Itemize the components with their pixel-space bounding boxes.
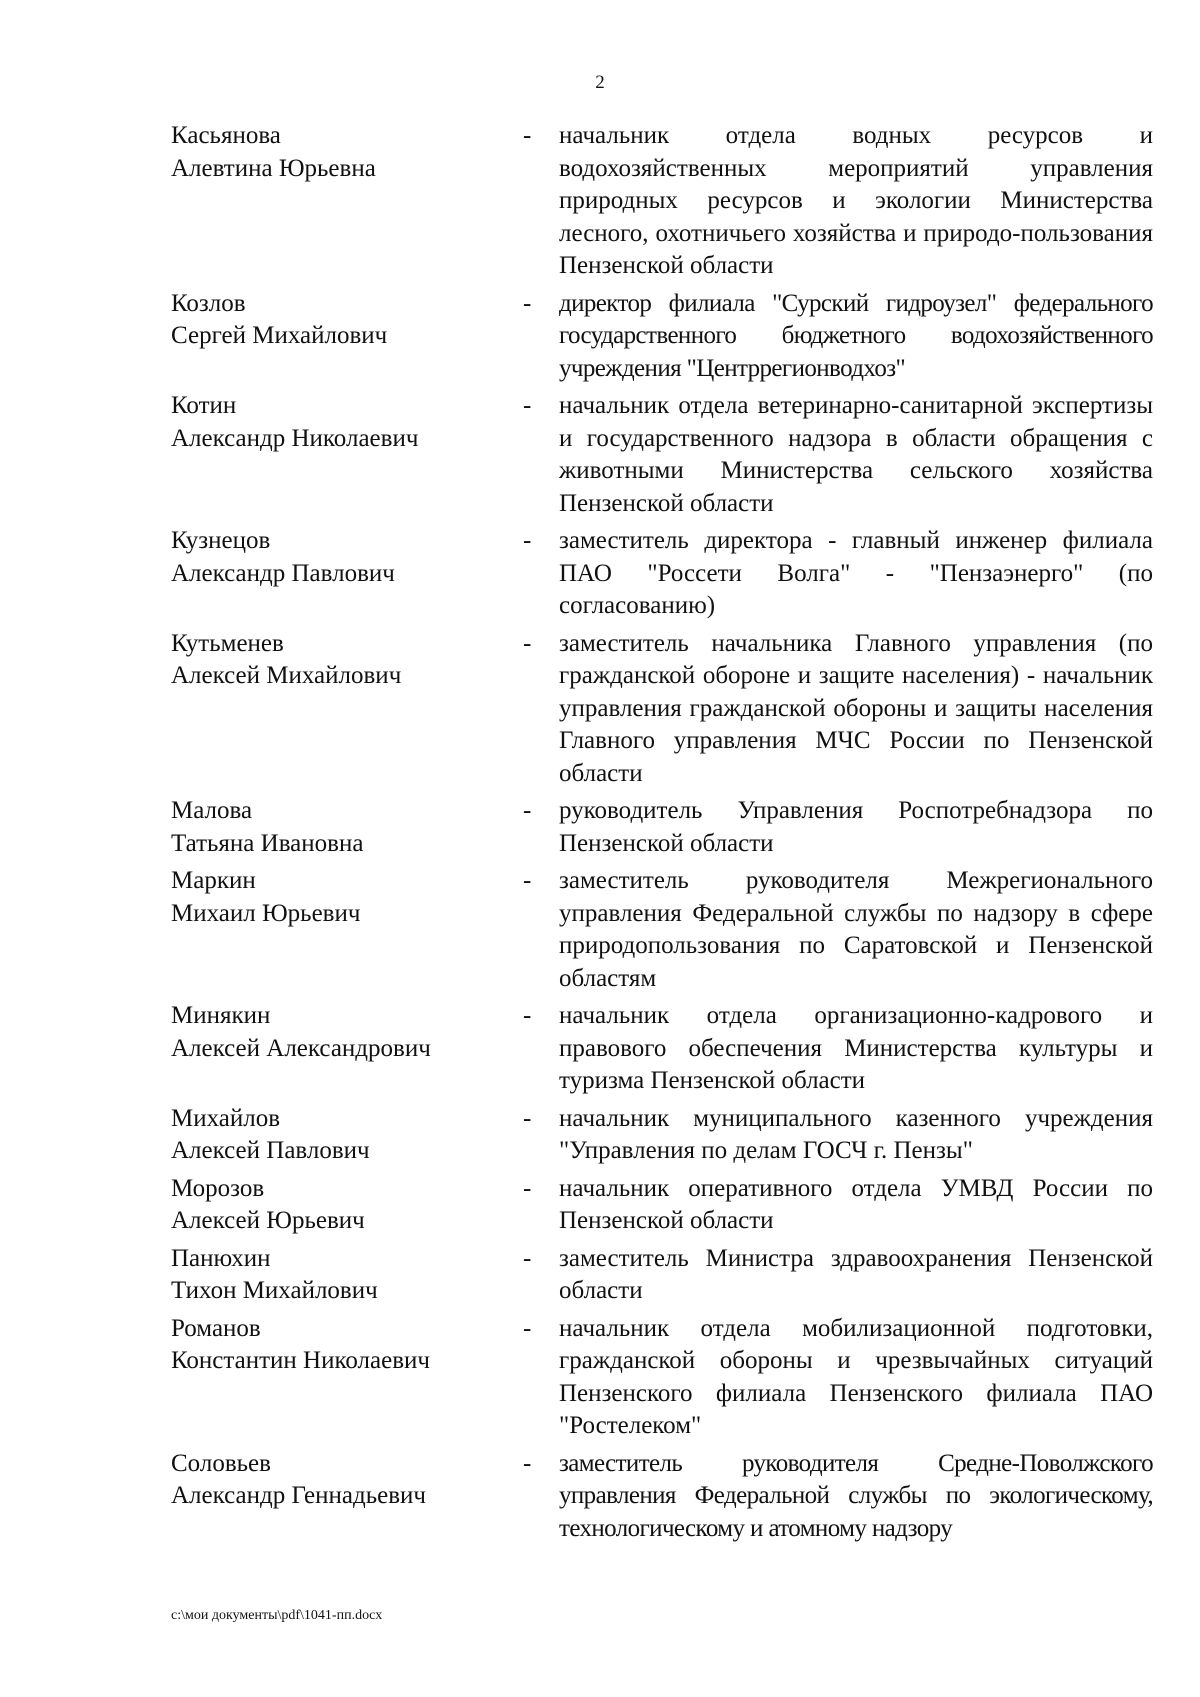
list-item xyxy=(171,865,1154,995)
list-item xyxy=(171,1000,1154,1098)
member-surname: Романов xyxy=(171,1314,261,1342)
member-name xyxy=(171,525,523,590)
member-name xyxy=(171,1243,523,1308)
dash-separator: - xyxy=(523,392,532,419)
member-given-name: Алексей Михайлович xyxy=(171,662,402,689)
member-surname: Морозов xyxy=(171,1174,265,1202)
dash-separator: - xyxy=(523,797,532,824)
member-surname: Минякин xyxy=(171,1002,271,1029)
member-position: заместитель Министра здравоохранения Пензенской области xyxy=(559,1244,1153,1304)
member-given-name: Тихон Михайлович xyxy=(171,1277,378,1304)
member-name xyxy=(171,1448,523,1513)
dash-separator: - xyxy=(523,1104,532,1132)
list-item xyxy=(171,525,1154,623)
member-given-name: Михаил Юрьевич xyxy=(171,899,361,927)
member-given-name: Алексей Юрьевич xyxy=(171,1207,365,1234)
member-name xyxy=(171,1313,523,1378)
member-name xyxy=(171,1000,523,1065)
member-position: директор филиала "Сурский гидроузел" федерального государственного бюджетного водохозяйственного учреждения "Центррегионводхоз" xyxy=(559,289,1153,382)
member-name xyxy=(171,390,523,455)
list-item xyxy=(171,795,1154,860)
footer-file-path: c:\мои документы\pdf\1041-пп.docx xyxy=(171,1608,383,1623)
member-surname: Панюхин xyxy=(171,1244,271,1272)
member-given-name: Алексей Александрович xyxy=(171,1034,431,1062)
member-position: начальник отдела ветеринарно-санитарной экспертизы и государственного надзора в области обращения с животными Министерства сельского хозяйства Пензенской области xyxy=(559,392,1153,517)
member-surname: Кузнецов xyxy=(171,527,271,554)
dash-separator: - xyxy=(523,1002,532,1029)
member-surname: Козлов xyxy=(171,289,246,317)
member-given-name: Татьяна Ивановна xyxy=(171,829,364,857)
member-position: начальник отдела организационно-кадрового и правового обеспечения Министерства культуры и туризма Пензенской области xyxy=(559,1002,1153,1094)
list-item xyxy=(171,1448,1154,1546)
member-given-name: Сергей Михайлович xyxy=(171,322,388,349)
dash-separator: - xyxy=(523,867,532,894)
dash-separator: - xyxy=(523,629,532,657)
member-surname: Малова xyxy=(171,797,253,824)
list-item xyxy=(171,1313,1154,1443)
member-position: заместитель директора - главный инженер филиала ПАО "Россети Волга" - "Пензаэнерго" (по согласованию) xyxy=(559,527,1153,619)
member-name xyxy=(171,120,523,185)
member-position: руководитель Управления Роспотребнадзора по Пензенской области xyxy=(559,797,1153,857)
member-name xyxy=(171,865,523,930)
list-item xyxy=(171,628,1154,791)
list-item xyxy=(171,1243,1154,1308)
member-position: начальник муниципального казенного учреждения "Управления по делам ГОСЧ г. Пензы" xyxy=(559,1104,1153,1164)
member-given-name: Алевтина Юрьевна xyxy=(171,154,376,182)
dash-separator: - xyxy=(523,527,532,554)
member-position: начальник оперативного отдела УМВД России по Пензенской области xyxy=(559,1174,1153,1234)
member-position: заместитель руководителя Межрегионального управления Федеральной службы по надзору в сфере природопользования по Саратовской и Пензенской областям xyxy=(559,867,1153,992)
dash-separator: - xyxy=(523,289,532,317)
list-item xyxy=(171,1103,1154,1168)
member-given-name: Александр Геннадьевич xyxy=(171,1482,426,1509)
member-position: заместитель руководителя Средне-Поволжского управления Федеральной службы по экологическому, технологическому и атомному надзору xyxy=(559,1449,1153,1542)
dash-separator: - xyxy=(523,122,532,149)
dash-separator: - xyxy=(523,1449,532,1477)
list-item xyxy=(171,120,1154,283)
dash-separator: - xyxy=(523,1314,532,1342)
dash-separator: - xyxy=(523,1174,532,1202)
member-surname: Михайлов xyxy=(171,1104,281,1132)
member-name xyxy=(171,1173,523,1238)
member-list xyxy=(171,120,1154,1550)
member-name xyxy=(171,628,523,693)
member-name xyxy=(171,1103,523,1168)
member-surname: Касьянова xyxy=(171,122,281,149)
member-surname: Соловьев xyxy=(171,1449,271,1477)
list-item xyxy=(171,1173,1154,1238)
member-name xyxy=(171,288,523,353)
page-number: 2 xyxy=(595,72,605,93)
member-given-name: Алексей Павлович xyxy=(171,1137,370,1164)
member-surname: Маркин xyxy=(171,867,256,894)
member-given-name: Константин Николаевич xyxy=(171,1347,430,1374)
list-item xyxy=(171,288,1154,386)
member-position: заместитель начальника Главного управления (по гражданской обороне и защите населения) - начальник управления гражданской обороны и защиты населения Главного управления МЧС России по Пензенской области xyxy=(559,629,1153,787)
member-given-name: Александр Николаевич xyxy=(171,424,419,452)
dash-separator: - xyxy=(523,1244,532,1272)
member-surname: Котин xyxy=(171,392,237,419)
member-name xyxy=(171,795,523,860)
member-position: начальник отдела водных ресурсов и водохозяйственных мероприятий управления природных ресурсов и экологии Министерства лесного, охотничьего хозяйства и природо-пользования Пензенской области xyxy=(559,122,1153,279)
member-given-name: Александр Павлович xyxy=(171,559,395,587)
list-item xyxy=(171,390,1154,520)
member-surname: Кутьменев xyxy=(171,629,284,657)
member-position: начальник отдела мобилизационной подготовки, гражданской обороны и чрезвычайных ситуаций Пензенского филиала Пензенского филиала ПАО "Ростелеком" xyxy=(559,1314,1153,1439)
